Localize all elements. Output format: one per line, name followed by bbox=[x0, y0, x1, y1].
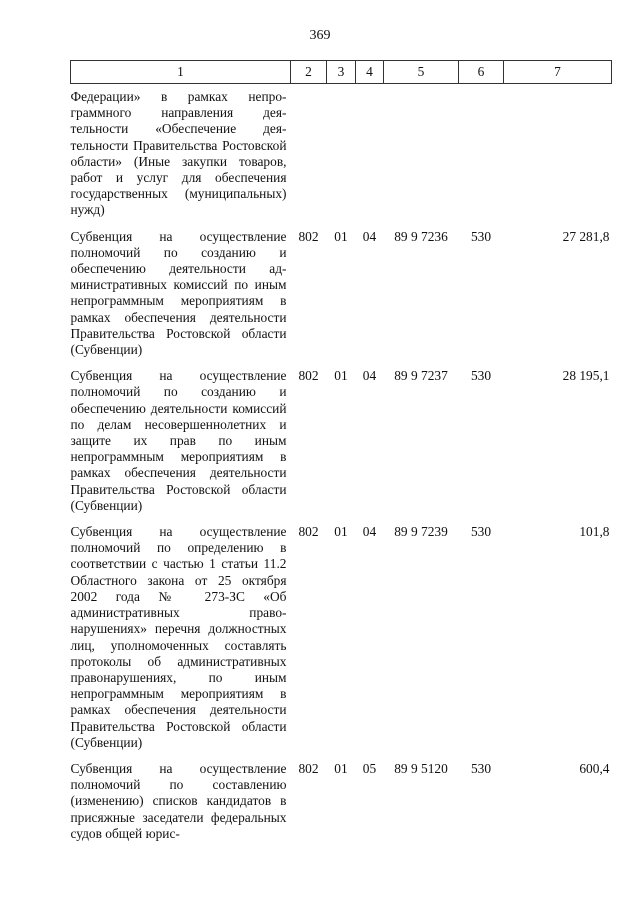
row-amount: 101,8 bbox=[579, 524, 610, 540]
table-row bbox=[71, 219, 612, 359]
column-header-2: 2 bbox=[291, 61, 327, 84]
table-header-row bbox=[71, 61, 612, 84]
row-type-code: 530 bbox=[470, 760, 492, 776]
row-type-code bbox=[459, 84, 504, 219]
row-amount: 28 195,1 bbox=[562, 368, 610, 384]
page-number: 369 bbox=[309, 28, 331, 43]
row-amount: 27 281,8 bbox=[562, 228, 610, 244]
row-description: Федерации» в рамках непрограммного направления деятельности «Обеспечение деятельности Правительства Ростовской области» (Иные закупки товаров, работ и услуг для обеспечения государственных (муниципальных) нужд) bbox=[70, 89, 287, 218]
row-target-code: 89 9 5120 bbox=[394, 760, 448, 776]
row-section-code bbox=[327, 84, 356, 219]
row-subsection-code: 04 bbox=[362, 228, 377, 244]
row-section-code: 01 bbox=[334, 368, 348, 384]
table-row bbox=[71, 84, 612, 219]
row-type-code: 530 bbox=[470, 524, 492, 540]
row-ministry-code: 802 bbox=[298, 760, 319, 776]
row-description: Субвенция на осуществление полномочий по созданию и обеспечению деятельности комиссий по делам несовершеннолетних и защите их прав по иным непрограммным мероприятиям в рамках обеспечения деятельности Правительства Ростовской области (Субвенции) bbox=[70, 368, 287, 513]
table-row bbox=[71, 751, 612, 842]
row-target-code bbox=[384, 84, 459, 219]
column-header-7: 7 bbox=[504, 61, 612, 84]
row-ministry-code: 802 bbox=[298, 228, 319, 244]
row-description: Субвенция на осуществление полномочий по составлению (изменению) списков кандидатов в присяжные заседатели федеральных судов общей юрис- bbox=[70, 760, 287, 841]
column-header-1: 1 bbox=[71, 61, 291, 84]
column-header-6: 6 bbox=[459, 61, 504, 84]
column-header-4: 4 bbox=[356, 61, 384, 84]
row-target-code: 89 9 7239 bbox=[394, 524, 448, 540]
row-subsection-code: 05 bbox=[362, 760, 377, 776]
row-amount bbox=[504, 84, 612, 219]
row-section-code: 01 bbox=[334, 228, 348, 244]
row-description: Субвенция на осуществление полномочий по определению в соответствии с частью 1 статьи 11.2 Областного закона от 25 октября 2002 года № 273-ЗС «Об административных правонарушениях» перечня должностных лиц, уполномоченных составлять протоколы об административных правонарушениях, по иным непрограммным мероприятиям в рамках обеспечения деятельности Правительства Ростовской области (Субвенции) bbox=[70, 524, 287, 750]
column-header-5: 5 bbox=[384, 61, 459, 84]
row-type-code: 530 bbox=[470, 228, 492, 244]
column-header-3: 3 bbox=[327, 61, 356, 84]
row-ministry-code bbox=[291, 84, 327, 219]
table-row bbox=[71, 514, 612, 751]
table-row bbox=[71, 358, 612, 514]
row-type-code: 530 bbox=[470, 368, 492, 384]
row-description: Субвенция на осуществление полномочий по созданию и обеспечению деятельности административных комиссий по иным непрограммным мероприятиям в рамках обеспечения деятельности Правительства Ростовской области (Субвенции) bbox=[70, 228, 287, 358]
row-ministry-code: 802 bbox=[298, 524, 319, 540]
row-ministry-code: 802 bbox=[298, 368, 319, 384]
row-subsection-code bbox=[356, 84, 384, 219]
row-section-code: 01 bbox=[334, 760, 348, 776]
row-subsection-code: 04 bbox=[362, 368, 377, 384]
budget-table bbox=[70, 60, 612, 842]
row-target-code: 89 9 7236 bbox=[394, 228, 448, 244]
row-amount: 600,4 bbox=[579, 760, 610, 776]
row-section-code: 01 bbox=[334, 524, 348, 540]
row-subsection-code: 04 bbox=[362, 524, 377, 540]
row-target-code: 89 9 7237 bbox=[394, 368, 448, 384]
